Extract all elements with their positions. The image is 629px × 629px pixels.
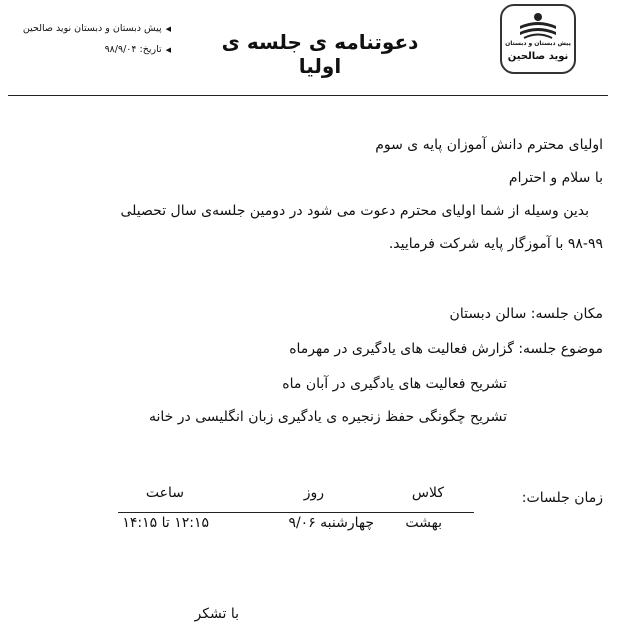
schedule-label: زمان جلسات: <box>521 490 603 506</box>
schedule-table-rule <box>118 512 474 513</box>
logo-caption-small: پیش دبستان و دبستان <box>505 40 571 47</box>
schedule-header-class: کلاس <box>411 485 444 501</box>
schedule-header-day: روز <box>303 485 324 501</box>
triangle-left-icon: ◀ <box>165 46 171 54</box>
meeting-location: مکان جلسه: سالن دبستان <box>449 306 603 322</box>
meeting-topic-3: تشریح چگونگی حفظ زنجیره ی یادگیری زبان انگلیسی در خانه <box>149 409 507 425</box>
schedule-header-time: ساعت <box>145 485 184 501</box>
paragraph-line-1: بدین وسیله از شما اولیای محترم دعوت می شود در دومین جلسه‌ی سال تحصیلی <box>120 203 589 219</box>
logo-emblem-icon <box>516 10 560 40</box>
header-divider <box>8 95 608 96</box>
salutation: با سلام و احترام <box>508 170 603 186</box>
schedule-cell-day: چهارشنبه ۹/۰۶ <box>288 515 374 531</box>
paragraph-line-2: ۹۸-۹۹ با آموزگار پایه شرکت فرمایید. <box>388 236 603 252</box>
school-name-text: پیش دبستان و دبستان نوید صالحین <box>22 23 162 34</box>
page-title: دعوتنامه ی جلسه ی اولیا <box>221 30 419 78</box>
school-logo <box>500 4 576 74</box>
date-text: تاریخ: ۹۸/۹/۰۴ <box>104 44 162 55</box>
date-line <box>105 44 171 55</box>
triangle-left-icon: ◀ <box>165 25 171 33</box>
schedule-cell-time: ۱۲:۱۵ تا ۱۴:۱۵ <box>122 515 209 531</box>
school-name-line <box>23 23 171 34</box>
greeting: اولیای محترم دانش آموزان پایه ی سوم <box>375 137 603 153</box>
meeting-topic-2: تشریح فعالیت های یادگیری در آبان ماه <box>282 376 507 392</box>
closing-text: با تشکر <box>194 606 239 622</box>
schedule-cell-class: بهشت <box>405 515 442 531</box>
logo-caption-name: نوید صالحین <box>507 51 569 62</box>
meeting-topic-1: موضوع جلسه: گزارش فعالیت های یادگیری در مهرماه <box>289 341 603 357</box>
